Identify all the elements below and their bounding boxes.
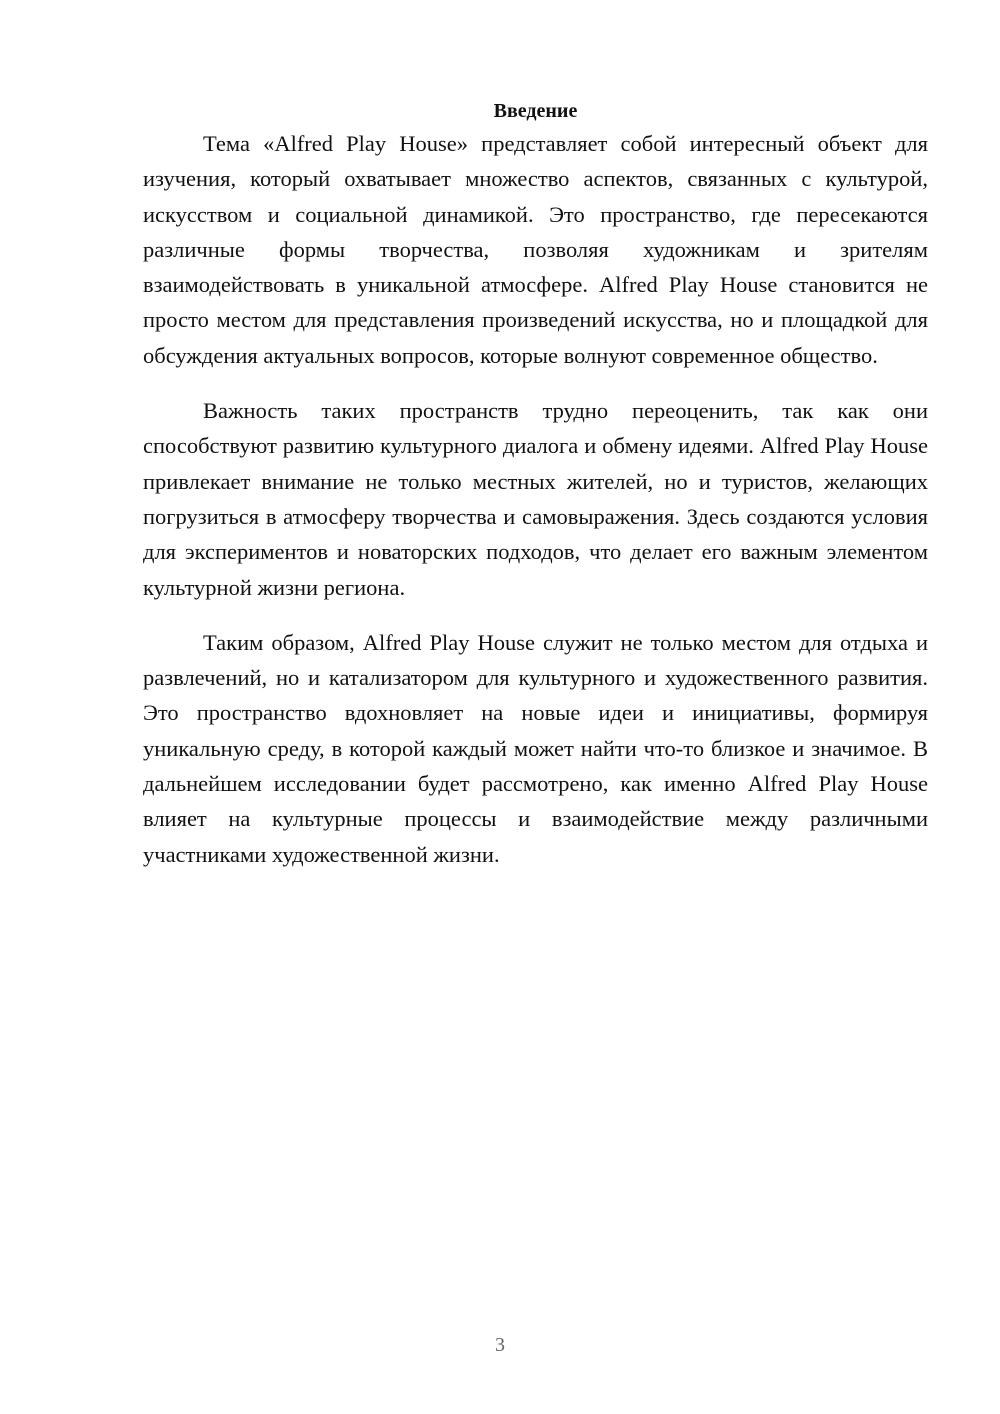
section-title: Введение xyxy=(493,100,578,122)
page-number: 3 xyxy=(495,1334,505,1356)
page-content xyxy=(143,96,928,892)
paragraph-2: Важность таких пространств трудно переоценить, так как они способствуют развитию культурного диалога и обмену идеями. Alfred Play House привлекает внимание не только местных жителей, но и туристов, желающих погрузиться в атмосферу творчества и самовыражения. Здесь создаются условия для экспериментов и новаторских подходов, что делает его важным элементом культурной жизни региона. xyxy=(143,398,928,600)
paragraph-1: Тема «Alfred Play House» представляет собой интересный объект для изучения, который охватывает множество аспектов, связанных с культурой, искусством и социальной динамикой. Это пространство, где пересекаются различные формы творчества, позволяя художникам и зрителям взаимодействовать в уникальной атмосфере. Alfred Play House становится не просто местом для представления произведений искусства, но и площадкой для обсуждения актуальных вопросов, которые волнуют современное общество. xyxy=(143,131,928,368)
paragraph-3: Таким образом, Alfred Play House служит не только местом для отдыха и развлечений, но и катализатором для культурного и художественного развития. Это пространство вдохновляет на новые идеи и инициативы, формируя уникальную среду, в которой каждый может найти что-то близкое и значимое. В дальнейшем исследовании будет рассмотрено, как именно Alfred Play House влияет на культурные процессы и взаимодействие между различными участниками художественной жизни. xyxy=(143,629,928,867)
